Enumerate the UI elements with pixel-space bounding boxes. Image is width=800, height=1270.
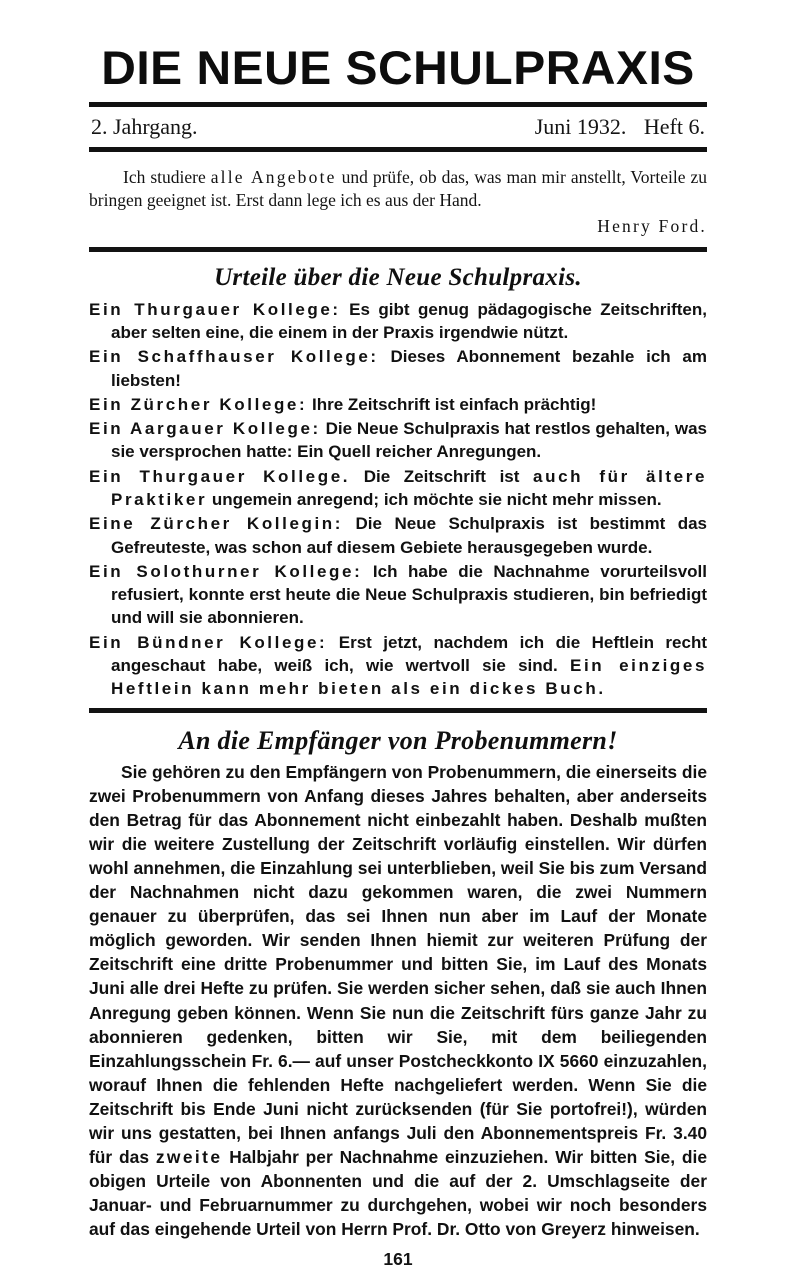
testimonials-bottom-rule	[89, 708, 707, 713]
testimonial-attribution: Ein Schaffhauser Kollege:	[89, 347, 379, 367]
page-title: DIE NEUE SCHULPRAXIS	[101, 41, 695, 94]
testimonial-text: Erst jetzt, nachdem ich die Heftlein recht angeschaut habe, weiß ich, wie wertvoll sie sind.	[111, 632, 707, 676]
page-number: 161	[383, 1249, 413, 1270]
list-item	[89, 345, 707, 392]
notice-emphasis: zweite	[155, 1147, 223, 1168]
list-item	[89, 298, 707, 345]
list-item	[89, 393, 707, 416]
testimonial-attribution: Ein Zürcher Kollege:	[89, 394, 308, 414]
testimonial-text: Die Neue Schulpraxis ist bestimmt das Gefreuteste, was schon auf diesem Gebiete herausgegeben wurde.	[111, 514, 707, 557]
testimonial-attribution: Ein Solothurner Kollege:	[89, 561, 363, 581]
testimonial-attribution: Ein Bündner Kollege:	[89, 632, 328, 652]
list-item	[89, 631, 707, 701]
testimonial-attribution: Ein Thurgauer Kollege:	[89, 299, 341, 319]
testimonial-text: Ihre Zeitschrift ist einfach prächtig!	[307, 394, 597, 414]
list-item	[89, 417, 707, 464]
list-item	[89, 560, 707, 630]
epigraph-part-1: Ich studiere	[123, 167, 211, 187]
epigraph-block	[89, 166, 707, 238]
epigraph-bottom-rule	[89, 247, 707, 252]
issue-number: Heft 6.	[643, 114, 705, 139]
list-item	[89, 512, 707, 559]
epigraph-text	[89, 166, 707, 238]
notice-heading: An die Empfänger von Probenummern!	[178, 725, 618, 755]
testimonial-attribution: Eine Zürcher Kollegin:	[89, 514, 344, 534]
testimonial-text: Es gibt genug pädagogische Zeitschriften, aber selten eine, die einem in der Praxis irgendwie nützt.	[111, 299, 707, 343]
testimonial-emphasis: auch für ältere Praktiker	[111, 466, 707, 510]
epigraph-attribution: Henry Ford.	[597, 215, 707, 236]
notice-part-2: Halbjahr per Nachnahme einzuziehen. Wir bitten Sie, die obigen Urteile von Abonnenten und die auf der 2. Umschlagseite der Januar- und Februarnummer zu durchgehen, wobei wir noch besonders auf das eingehende Urteil von Herrn Prof. Dr. Otto von Greyerz hinweisen.	[89, 1147, 707, 1240]
issue-line	[89, 107, 707, 147]
testimonial-attribution: Ein Thurgauer Kollege.	[89, 466, 351, 486]
testimonial-attribution: Ein Aargauer Kollege:	[89, 419, 321, 439]
epigraph-emphasis: alle Angebote	[210, 167, 337, 187]
notice-paragraph	[89, 760, 707, 1242]
volume-label: 2. Jahrgang.	[91, 114, 198, 139]
notice-body	[89, 760, 707, 1242]
testimonial-text: Ich habe die Nachnahme vorurteilsvoll refusiert, konnte erst heute die Neue Schulpraxis studieren, bin befriedigt und will sie abonnieren.	[111, 561, 707, 628]
epigraph-part-2: und prüfe, ob das, was man mir anstellt, Vorteile zu bringen geeignet ist. Erst dann lege ich es aus der Hand.	[89, 167, 707, 211]
list-item	[89, 465, 707, 512]
page-content-column	[89, 0, 707, 1270]
testimonial-emphasis: Ein einziges Heftlein kann mehr bieten als ein dickes Buch.	[111, 656, 708, 699]
testimonials-list	[89, 298, 707, 701]
issue-month-year: Juni 1932.	[534, 114, 627, 139]
masthead-bottom-rule	[89, 147, 707, 152]
testimonial-text: Dieses Abonnement bezahle ich am liebsten!	[111, 347, 707, 390]
testimonial-text: Die Zeitschrift ist	[350, 466, 534, 486]
notice-part-1: Sie gehören zu den Empfängern von Probenummern, die einerseits die zwei Probenummern von Anfang dieses Jahres behalten, aber anderseits den Betrag für das Abonnement nicht einbezahlt haben. Deshalb mußten wir die weitere Zustellung der Zeitschrift vorläufig einstellen. Wir dürfen wohl annehmen, die Einzahlung sei unterblieben, weil Sie bis zum Versand der Nachnahmen nicht dazu gekommen waren, die zwei Nummern genauer zu überprüfen, das sei Ihnen nun aber im Lauf der Monate möglich geworden. Wir senden Ihnen hiemit zur weiteren Prüfung der Zeitschrift eine dritte Probenummer und bitten Sie, im Lauf des Monats Juni alle drei Hefte zu prüfen. Sie werden sicher sehen, daß sie auch Ihnen Anregung geben können. Wenn Sie nun die Zeitschrift fürs ganze Jahr zu abonnieren gedenken, bitten wir Sie, mit dem beiliegenden Einzahlungsschein Fr. 6.— auf unser Postcheckkonto IX 5660 einzuzahlen, worauf Ihnen die fehlenden Hefte nachgeliefert werden. Wenn Sie die Zeitschrift bis Ende Juni nicht zurücksenden (für Sie portofrei!), würden wir uns gestatten, bei Ihnen anfangs Juli den Abonnementspreis Fr. 3.40 für das	[89, 761, 707, 1168]
testimonials-heading: Urteile über die Neue Schulpraxis.	[214, 263, 582, 291]
testimonial-text: Die Neue Schulpraxis hat restlos gehalten, was sie versprochen hatte: Ein Quell reicher Anregungen.	[111, 419, 707, 462]
issue-date-group	[523, 114, 705, 140]
testimonial-text-after: ungemein anregend; ich möchte sie nicht mehr missen.	[207, 490, 662, 510]
